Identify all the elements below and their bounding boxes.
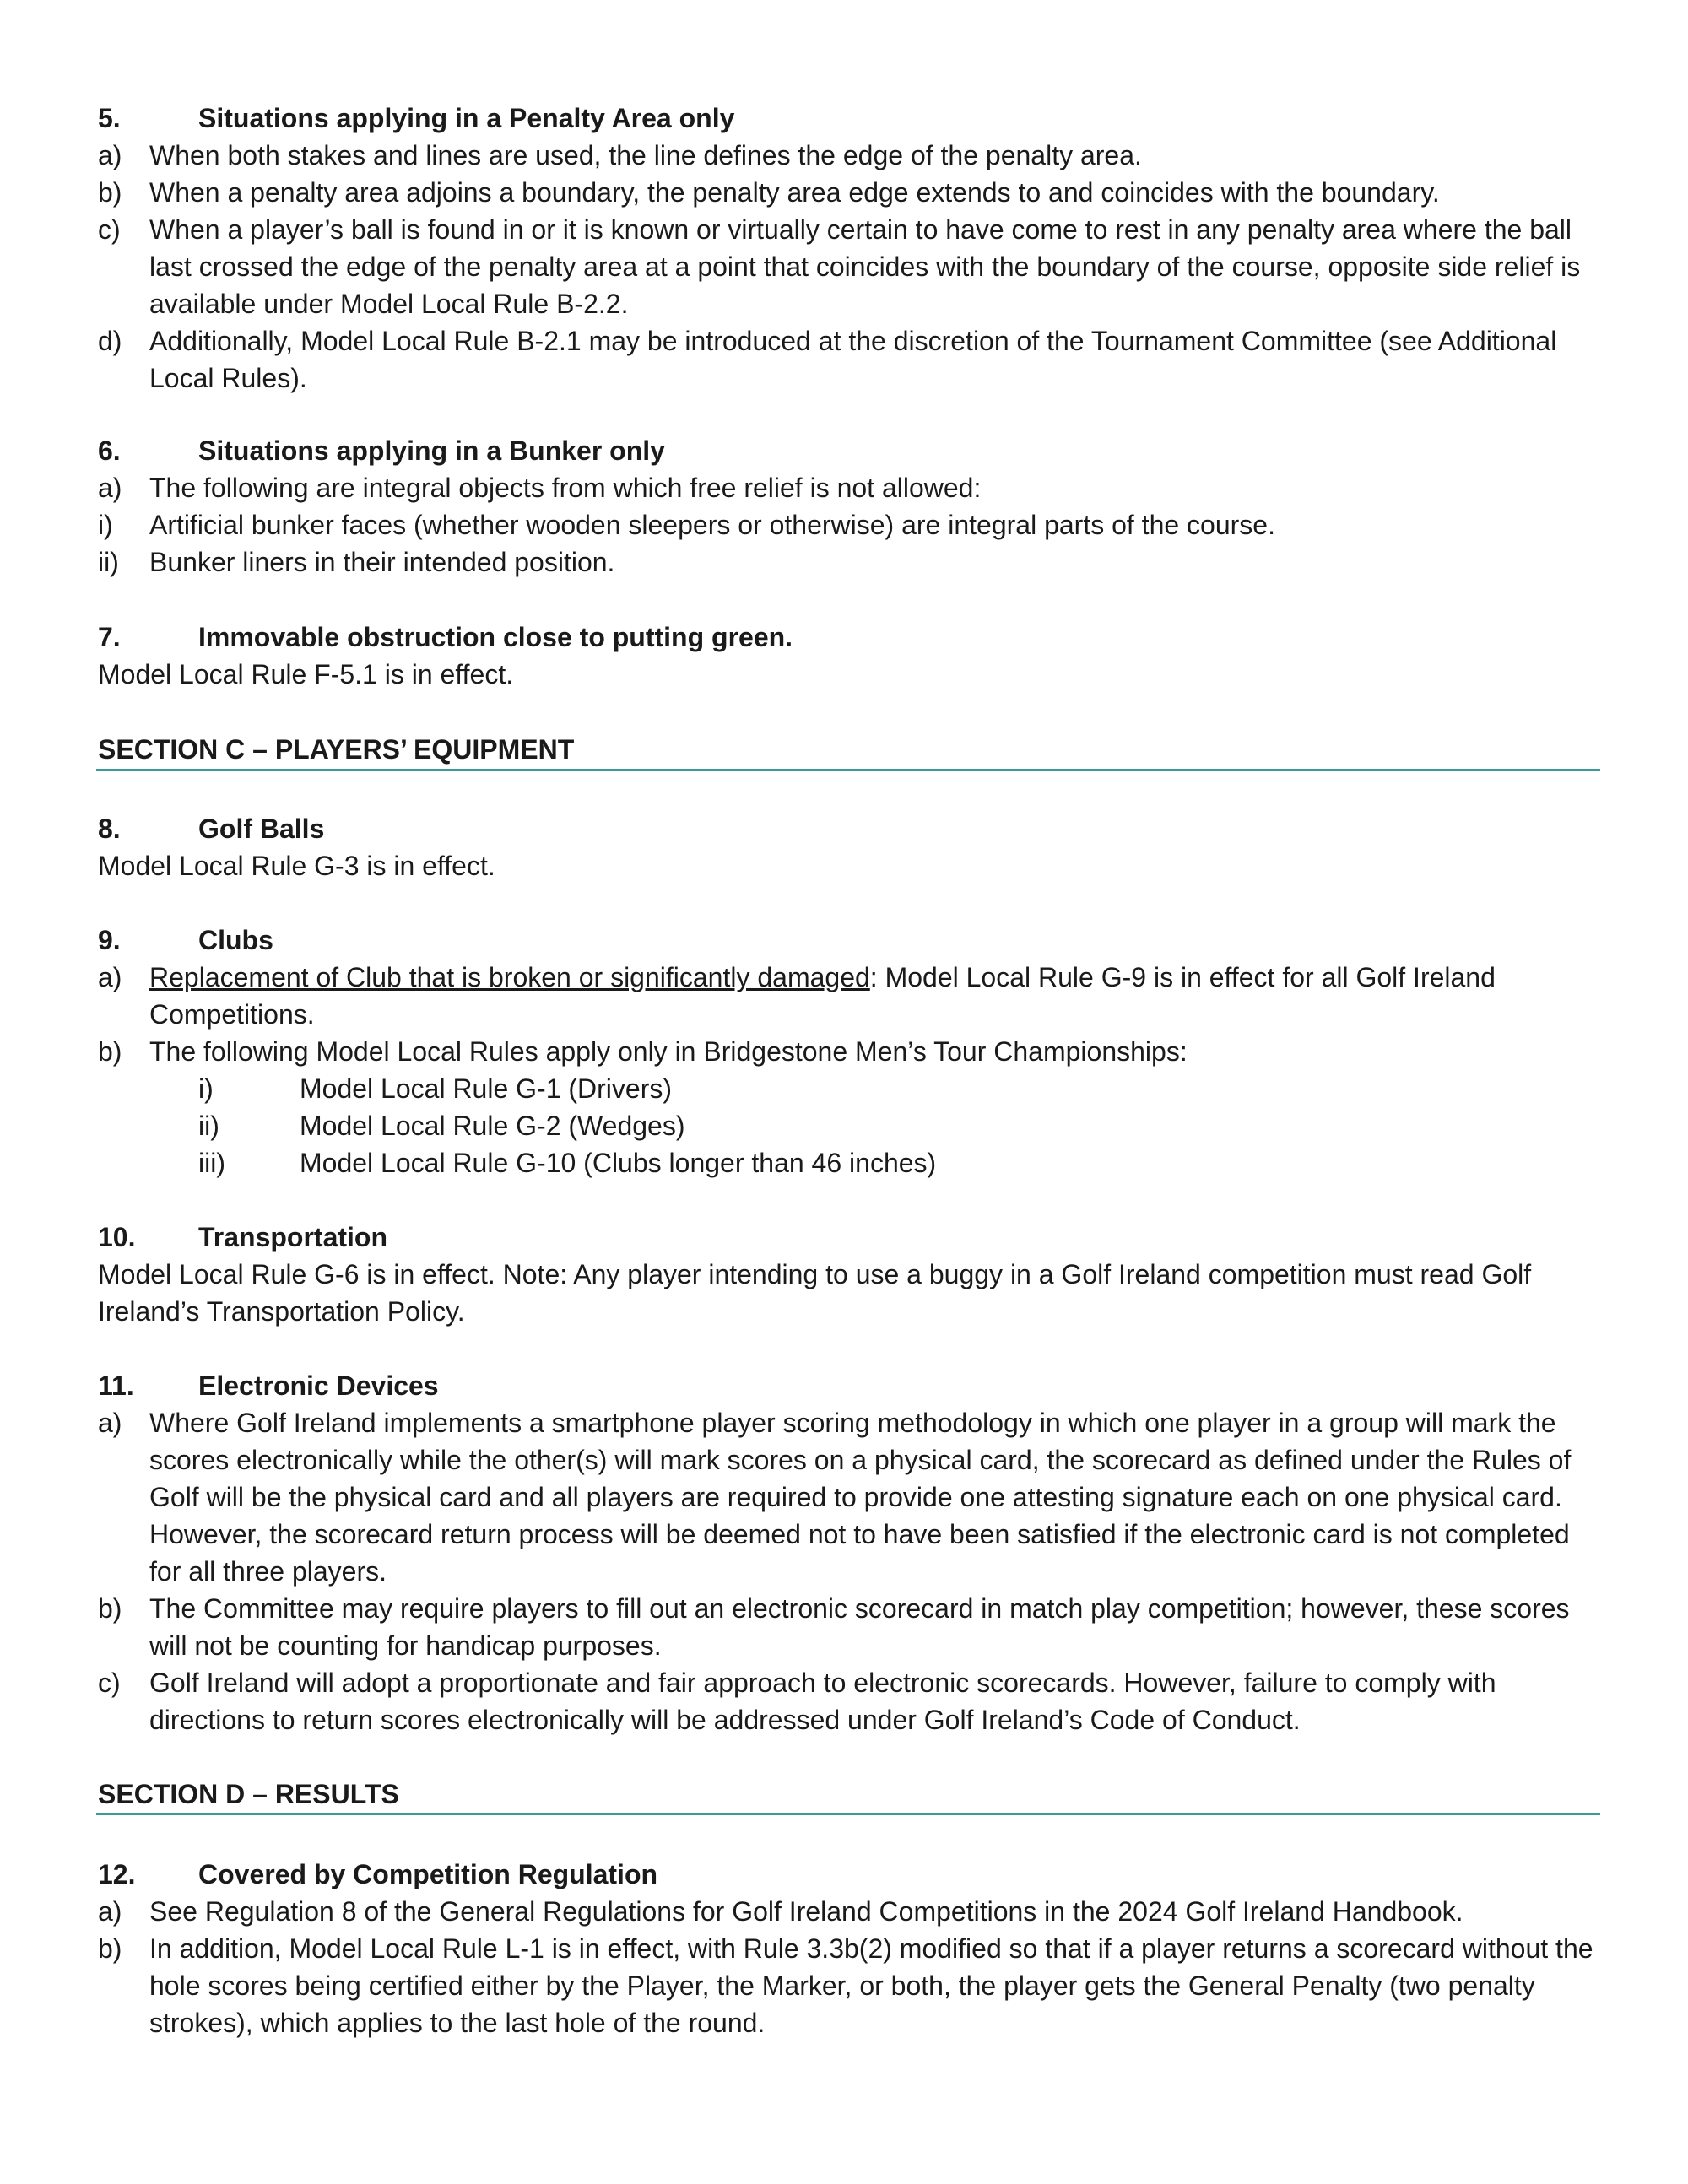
section-c-divider [96, 769, 1600, 771]
rule-6-heading: 6. Situations applying in a Bunker only [98, 432, 1600, 469]
rule-5-heading: 5. Situations applying in a Penalty Area only [98, 100, 1600, 137]
rule-7-title: Immovable obstruction close to putting green. [198, 622, 793, 652]
list-item: a) The following are integral objects from which free relief is not allowed: [98, 473, 982, 503]
rule-8-title: Golf Balls [198, 814, 325, 844]
rule-12-heading: 12. Covered by Competition Regulation [98, 1856, 1600, 1893]
list-item: b) The following Model Local Rules apply only in Bridgestone Men’s Tour Championships: [98, 1036, 1188, 1067]
sub-list-item: i) Model Local Rule G-1 (Drivers) [198, 1073, 673, 1104]
list-item: ii) Bunker liners in their intended position. [98, 547, 615, 577]
sub-list-item: iii) Model Local Rule G-10 (Clubs longer than 46 inches) [198, 1148, 937, 1178]
list-item: b) When a penalty area adjoins a boundary, the penalty area edge extends to and coincides with the boundary. [98, 177, 1440, 208]
rule-7-body: Model Local Rule F-5.1 is in effect. [98, 659, 514, 689]
section-d-divider [96, 1813, 1600, 1815]
rule-11 [98, 1367, 1600, 1738]
underlined-term: Replacement of Club that is broken or significantly damaged [149, 962, 870, 992]
rule-8-heading: 8. Golf Balls [98, 810, 1600, 847]
rule-11-title: Electronic Devices [198, 1370, 439, 1401]
rule-11-heading: 11. Electronic Devices [98, 1367, 1600, 1404]
rule-10-heading: 10. Transportation [98, 1219, 1600, 1256]
rule-10-title: Transportation [198, 1222, 388, 1252]
rule-10 [98, 1219, 1600, 1330]
rule-7 [98, 619, 1600, 693]
list-item: c) When a player’s ball is found in or it is known or virtually certain to have come to rest in any penalty area where the ball last crossed the edge of the penalty area at a point that coincides with the boundary of the course, opposite side relief is available under Model Local Rule B-2.2. [98, 214, 1581, 319]
sub-list-item: ii) Model Local Rule G-2 (Wedges) [198, 1111, 685, 1141]
list-item: b) In addition, Model Local Rule L-1 is in effect, with Rule 3.3b(2) modified so that if a player returns a scorecard without the hole scores being certified either by the Player, the Marker, or both, the player gets the General Penalty (two penalty strokes), which applies to the last hole of the round. [98, 1933, 1593, 2038]
rule-5-title: Situations applying in a Penalty Area only [198, 103, 735, 133]
list-item: i) Artificial bunker faces (whether wooden sleepers or otherwise) are integral parts of the course. [98, 510, 1275, 540]
rule-12 [98, 1856, 1600, 2041]
rule-8-body: Model Local Rule G-3 is in effect. [98, 851, 495, 881]
list-item: c) Golf Ireland will adopt a proportionate and fair approach to electronic scorecards. However, failure to comply with directions to return scores electronically will be addressed under Golf Ireland’s Code of Conduct. [98, 1668, 1496, 1735]
rule-7-heading: 7. Immovable obstruction close to putting green. [98, 619, 1600, 656]
rule-6 [98, 432, 1600, 581]
list-item: a) When both stakes and lines are used, the line defines the edge of the penalty area. [98, 140, 1142, 170]
rule-9-heading: 9. Clubs [98, 922, 1600, 959]
rule-6-title: Situations applying in a Bunker only [198, 435, 665, 466]
rule-9-title: Clubs [198, 925, 273, 955]
section-d-title: SECTION D – RESULTS [98, 1779, 399, 1809]
list-item: a) See Regulation 8 of the General Regulations for Golf Ireland Competitions in the 2024 Golf Ireland Handbook. [98, 1896, 1463, 1927]
rule-8 [98, 810, 1600, 884]
list-item: a) Replacement of Club that is broken or significantly damaged: Model Local Rule G-9 is in effect for all Golf Ireland Competitions. [98, 962, 1496, 1030]
rule-5 [98, 100, 1600, 397]
list-item: d) Additionally, Model Local Rule B-2.1 may be introduced at the discretion of the Tournament Committee (see Additional Local Rules). [98, 326, 1557, 393]
section-c-title: SECTION C – PLAYERS’ EQUIPMENT [98, 734, 575, 765]
list-item: b) The Committee may require players to fill out an electronic scorecard in match play competition; however, these scores will not be counting for handicap purposes. [98, 1593, 1570, 1661]
rule-10-body: Model Local Rule G-6 is in effect. Note: Any player intending to use a buggy in a Golf Ireland competition must read Golf Ireland’s Transportation Policy. [98, 1259, 1532, 1327]
rule-12-title: Covered by Competition Regulation [198, 1859, 658, 1889]
rule-9 [98, 922, 1600, 1181]
list-item: a) Where Golf Ireland implements a smartphone player scoring methodology in which one player in a group will mark the scores electronically while the other(s) will mark scores on a physical card, the scorecard as defined under the Rules of Golf will be the physical card and all players are required to provide one attesting signature each on one physical card. However, the scorecard return process will be deemed not to have been satisfied if the electronic card is not completed for all three players. [98, 1408, 1572, 1587]
